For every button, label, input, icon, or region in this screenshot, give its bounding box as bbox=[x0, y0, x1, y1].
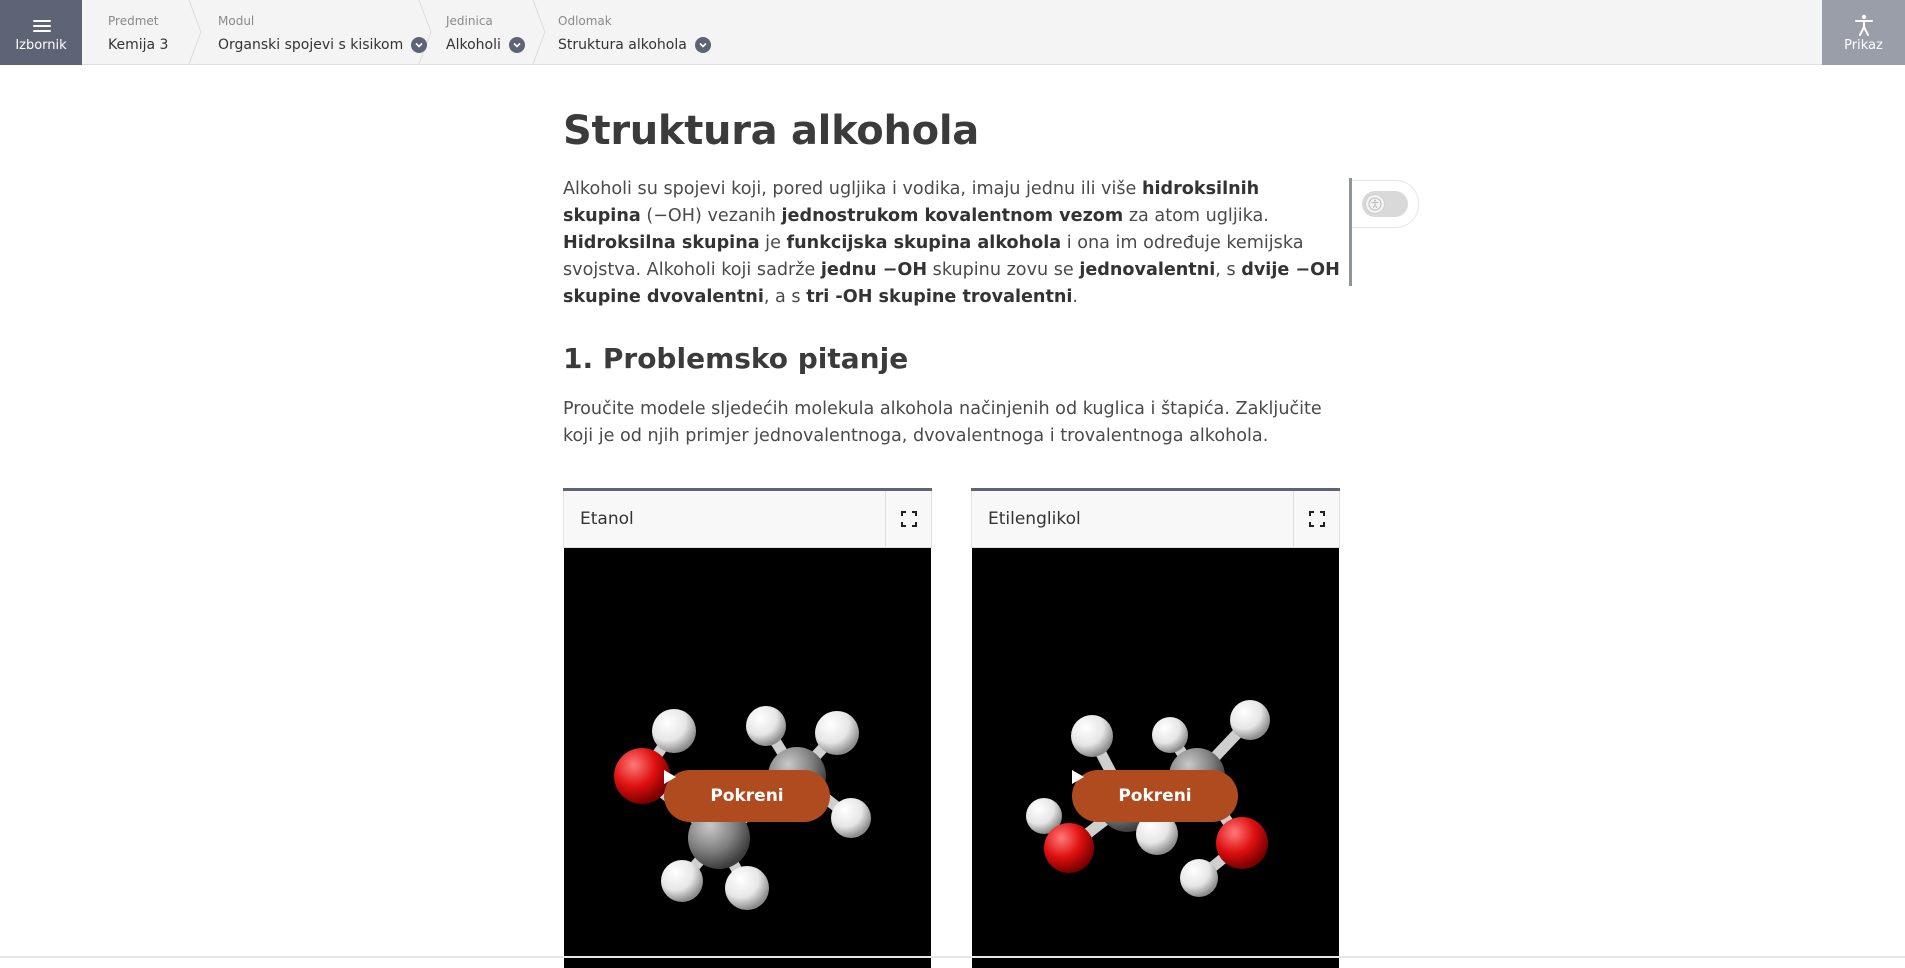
breadcrumb-subject-caption: Predmet bbox=[108, 14, 159, 28]
breadcrumb-unit-caption: Jedinica bbox=[446, 14, 493, 28]
intro-text: skupinu zovu se bbox=[927, 260, 1080, 280]
accessibility-icon bbox=[1854, 14, 1874, 36]
chevron-down-icon[interactable] bbox=[509, 37, 525, 53]
breadcrumb-section-caption: Odlomak bbox=[558, 14, 612, 28]
intro-bold: hidroksilnih skupina bbox=[563, 179, 1260, 226]
intro-text: , a s bbox=[763, 287, 807, 307]
intro-bold: dvije −OH skupine dvovalentni bbox=[563, 260, 1340, 307]
section-heading: 1. Problemsko pitanje bbox=[563, 342, 909, 375]
breadcrumb-subject-value: Kemija 3 bbox=[108, 37, 169, 53]
intro-text: Alkoholi su spojevi koji, pored ugljika i vodika, imaju jednu ili više bbox=[563, 179, 1142, 199]
chevron-down-icon[interactable] bbox=[695, 37, 711, 53]
breadcrumb-module-value: Organski spojevi s kisikom bbox=[218, 37, 404, 53]
hamburger-icon bbox=[33, 20, 51, 32]
breadcrumb-module-caption: Modul bbox=[218, 14, 255, 28]
breadcrumb-section-value: Struktura alkohola bbox=[558, 37, 687, 53]
intro-paragraph bbox=[563, 176, 1340, 311]
intro-text: . bbox=[1072, 287, 1079, 307]
intro-text: , s bbox=[1215, 260, 1242, 280]
breadcrumb-unit-value: Alkoholi bbox=[446, 37, 501, 53]
view-settings-button[interactable] bbox=[1822, 0, 1905, 65]
fullscreen-button[interactable] bbox=[1293, 491, 1339, 547]
intro-text: i ona im određuje kemijska svojstva. Alkoholi koji sadrže bbox=[563, 233, 1304, 280]
molecule-viewer[interactable] bbox=[564, 548, 931, 968]
intro-bold: jednostrukom kovalentnom vezom bbox=[781, 206, 1124, 226]
model-title: Etilenglikol bbox=[988, 509, 1081, 529]
breadcrumb-separator bbox=[532, 0, 546, 64]
intro-text: je bbox=[759, 233, 787, 253]
start-model-button[interactable] bbox=[1072, 770, 1238, 822]
intro-text: (−OH) vezanih bbox=[640, 206, 782, 226]
fullscreen-button[interactable] bbox=[885, 491, 931, 547]
view-settings-label: Prikaz bbox=[1844, 38, 1883, 53]
model-title: Etanol bbox=[580, 509, 634, 529]
reading-toggle-container bbox=[1352, 180, 1419, 228]
play-icon bbox=[1072, 770, 1084, 784]
breadcrumb-separator bbox=[188, 0, 202, 64]
menu-label: Izbornik bbox=[15, 38, 67, 53]
intro-bold: jednu −OH bbox=[820, 260, 928, 280]
model-card-header bbox=[563, 491, 932, 548]
fullscreen-icon bbox=[1309, 511, 1325, 527]
molecule-viewer[interactable] bbox=[972, 548, 1339, 968]
menu-button[interactable] bbox=[0, 0, 82, 65]
fullscreen-icon bbox=[901, 511, 917, 527]
intro-bold: Hidroksilna skupina bbox=[563, 233, 760, 253]
intro-text: za atom ugljika. bbox=[1123, 206, 1269, 226]
problem-text: Proučite modele sljedećih molekula alkohola načinjenih od kuglica i štapića. Zaključite koji je od njih primjer jednovalentnoga, dvovalentnoga i trovalentnoga alkohola. bbox=[563, 399, 1322, 446]
accessibility-toggle[interactable] bbox=[1362, 191, 1408, 217]
intro-bold: jednovalentni bbox=[1079, 260, 1216, 280]
accessibility-toggle-icon bbox=[1365, 194, 1385, 214]
ethylene-glycol-molecule-illustration bbox=[972, 548, 1339, 968]
breadcrumb-separator bbox=[418, 0, 432, 64]
start-model-button[interactable] bbox=[664, 770, 830, 822]
model-card-ethanol bbox=[563, 488, 932, 958]
top-navigation-bar bbox=[0, 0, 1905, 65]
play-icon bbox=[664, 770, 676, 784]
start-model-label: Pokreni bbox=[1118, 786, 1192, 806]
page-title: Struktura alkohola bbox=[563, 108, 979, 154]
chevron-down-icon[interactable] bbox=[411, 37, 427, 53]
model-card-ethylene-glycol bbox=[971, 488, 1340, 958]
start-model-label: Pokreni bbox=[710, 786, 784, 806]
ethanol-molecule-illustration bbox=[564, 548, 931, 968]
model-card-header bbox=[971, 491, 1340, 548]
intro-bold: tri -OH skupine trovalentni bbox=[806, 287, 1073, 307]
intro-bold: funkcijska skupina alkohola bbox=[786, 233, 1062, 253]
